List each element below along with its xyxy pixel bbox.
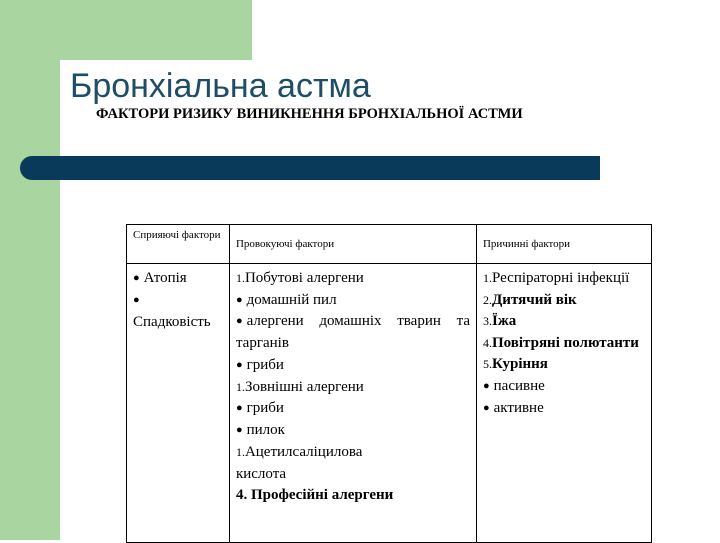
bullet-icon: ● [482, 379, 490, 392]
list-heading: 1.Побутові алергени [235, 270, 364, 286]
list-item: 1.Респіраторні інфекції [482, 270, 630, 286]
list-heading: 1.Зовнішні алергени [235, 378, 364, 395]
bullet-icon: ● [133, 272, 140, 284]
bullet-icon: ● [482, 401, 490, 414]
list-item: Спадковість [133, 313, 211, 330]
list-heading: 4. Професійні алергени [235, 487, 394, 504]
list-item: ● пасивне [483, 376, 645, 398]
bullet-line [133, 290, 223, 312]
bullet-icon: ● [133, 293, 140, 306]
decor-green-side-strip [0, 0, 60, 540]
slide-title: Бронхіальна астма [70, 67, 371, 105]
list-item: ● гриби [236, 398, 470, 420]
slide-subtitle: ФАКТОРИ РИЗИКУ ВИНИКНЕННЯ БРОНХІАЛЬНОЇ АСТМИ [96, 106, 523, 122]
cell-provoking [229, 264, 476, 543]
bullet-icon: ● [235, 402, 243, 415]
table-header-row [127, 225, 652, 264]
bullet-icon: ● [235, 315, 243, 328]
cell-causal [476, 264, 651, 543]
list-item: ● активне [483, 398, 645, 420]
bullet-icon: ● [235, 424, 243, 437]
list-heading: 1.Ацетилсаліцилова кислота [235, 443, 363, 482]
header-causal: Причинні фактори [476, 225, 651, 264]
bullet-icon: ● [235, 293, 243, 306]
list-item: ● Атопія [133, 268, 223, 290]
risk-factors-table [126, 224, 652, 543]
table-row [127, 264, 652, 543]
decor-navy-bar [20, 156, 600, 180]
cell-predisposing [127, 264, 230, 543]
list-item: 3.Їжа [482, 313, 517, 330]
bullet-icon: ● [235, 358, 243, 371]
header-provoking: Провокуючі фактори [229, 225, 476, 264]
header-predisposing: Сприяючі фактори [127, 225, 230, 264]
list-item: ● домашній пил [236, 290, 470, 312]
list-item: ● гриби [236, 355, 470, 377]
list-item: ● пилок [236, 420, 470, 442]
list-item: 4.Повітряні полютанти [482, 334, 639, 351]
list-item: 2.Дитячий вік [482, 291, 577, 308]
list-item: 5.Куріння [482, 356, 548, 373]
list-item: ● алергени домашніх тварин та тарганів [236, 311, 470, 354]
